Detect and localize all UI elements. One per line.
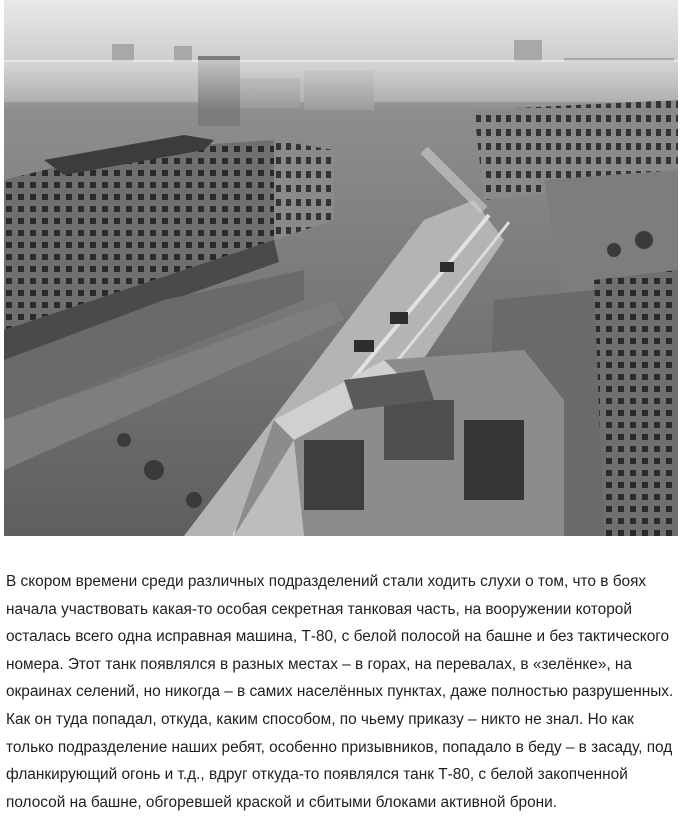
article-paragraph: В скором времени среди различных подразделений стали ходить слухи о том, что в боях начала участвовать какая-то особая секретная танковая часть, на вооружении которой осталась всего одна исправная машина, Т-80, с белой полосой на башне и без тактического номера. Этот танк появлялся в разных местах – в горах, на перевалах, в «зелёнке», на окраинах селений, но никогда – в самих населённых пунктах, даже полностью разрушенных. Как он туда попадал, откуда, каким способом, по чьему приказу – никто не знал. Но как только подразделение наших ребят, особенно призывников, попадало в беду – в засаду, под фланкирующий огонь и т.д., вдруг откуда-то появлялся танк Т-80, с белой закопченной полосой на башне, обгоревшей краской и сбитыми блоками активной брони. (6, 573, 674, 811)
photo-illustration (4, 0, 678, 536)
war-ruins-photo (4, 0, 678, 536)
